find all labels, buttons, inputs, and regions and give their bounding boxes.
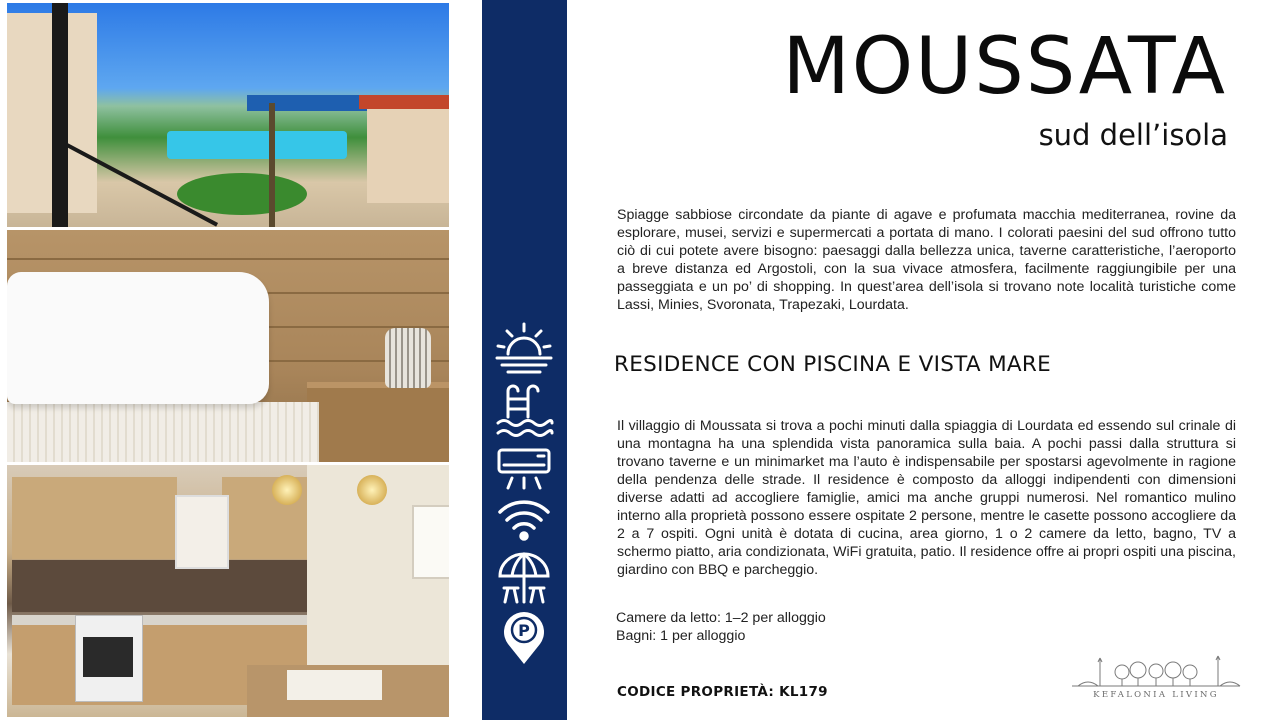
sunset-sea-icon [494,320,554,376]
intro-paragraph: Spiagge sabbiose circondate da piante di agave e profumata macchia mediterranea, rovine da esplorare, musei, servizi e supermercati a portata di mano. I colorati paesini del sud offrono tutto ciò di cui potete avere bisogno: paesaggi dalla bellezza unica, taverne caratteristiche, l’aeroporto a breve distanza ed Argostoli, con la sua vivace atmosfera, facilmente raggiungibile per una passeggiata e un po’ di shopping. In quest’area dell’isola si trovano note località turistiche come Lassi, Minies, Svoronata, Trapezaki, Lourdata. [617,207,1236,313]
bedrooms-info: Camere da letto: 1–2 per alloggio [616,610,826,626]
parking-icon [494,610,554,666]
svg-text:P: P [518,621,530,640]
property-code [617,684,828,700]
page-title: MOUSSATA [782,22,1227,112]
description-paragraph: Il villaggio di Moussata si trova a pochi minuti dalla spiaggia di Lourdata ed essendo sul crinale di una montagna ha una splendida vista panoramica sulla baia. A pochi passi dalla struttura si trovano taverne e un minimarket ma l’auto è indispensabile per spostarsi agevolmente in ragione della pendenza delle strade. Il residence è composto da alloggi indipendenti con dimensioni diverse adatti ad accogliere famiglie, amici ma anche gruppi numerosi. Nel romantico mulino interno alla proprietà possono essere ospitate 2 persone, mentre le casette possono accogliere da 2 a 7 ospiti. Ogni unità è dotata di cucina, area giorno, 1 o 2 camere da letto, bagno, TV a schermo piatto, aria condizionata, WiFi gratuita, patio. Il residence offre ai propri ospiti una piscina, giardino con BBQ e parcheggio. [617,418,1236,578]
property-code-value: KL179 [779,684,828,700]
bathrooms-info: Bagni: 1 per alloggio [616,628,746,644]
section-heading: RESIDENCE CON PISCINA E VISTA MARE [614,352,1052,377]
bedroom-photo [7,230,449,462]
kitchen-photo [7,465,449,717]
property-code-label: CODICE PROPRIETÀ: [617,684,775,700]
wifi-icon [494,492,554,548]
property-details [616,609,826,645]
beach-umbrella-icon [494,550,554,606]
air-conditioner-icon [494,440,554,496]
swimming-pool-icon [494,383,554,439]
kefalonia-living-logo [1070,652,1242,704]
pool-view-photo [7,3,449,227]
page-subtitle: sud dell’isola [1038,118,1228,152]
logo-text: KEFALONIA LIVING [1093,690,1219,700]
amenities-band [482,0,567,720]
